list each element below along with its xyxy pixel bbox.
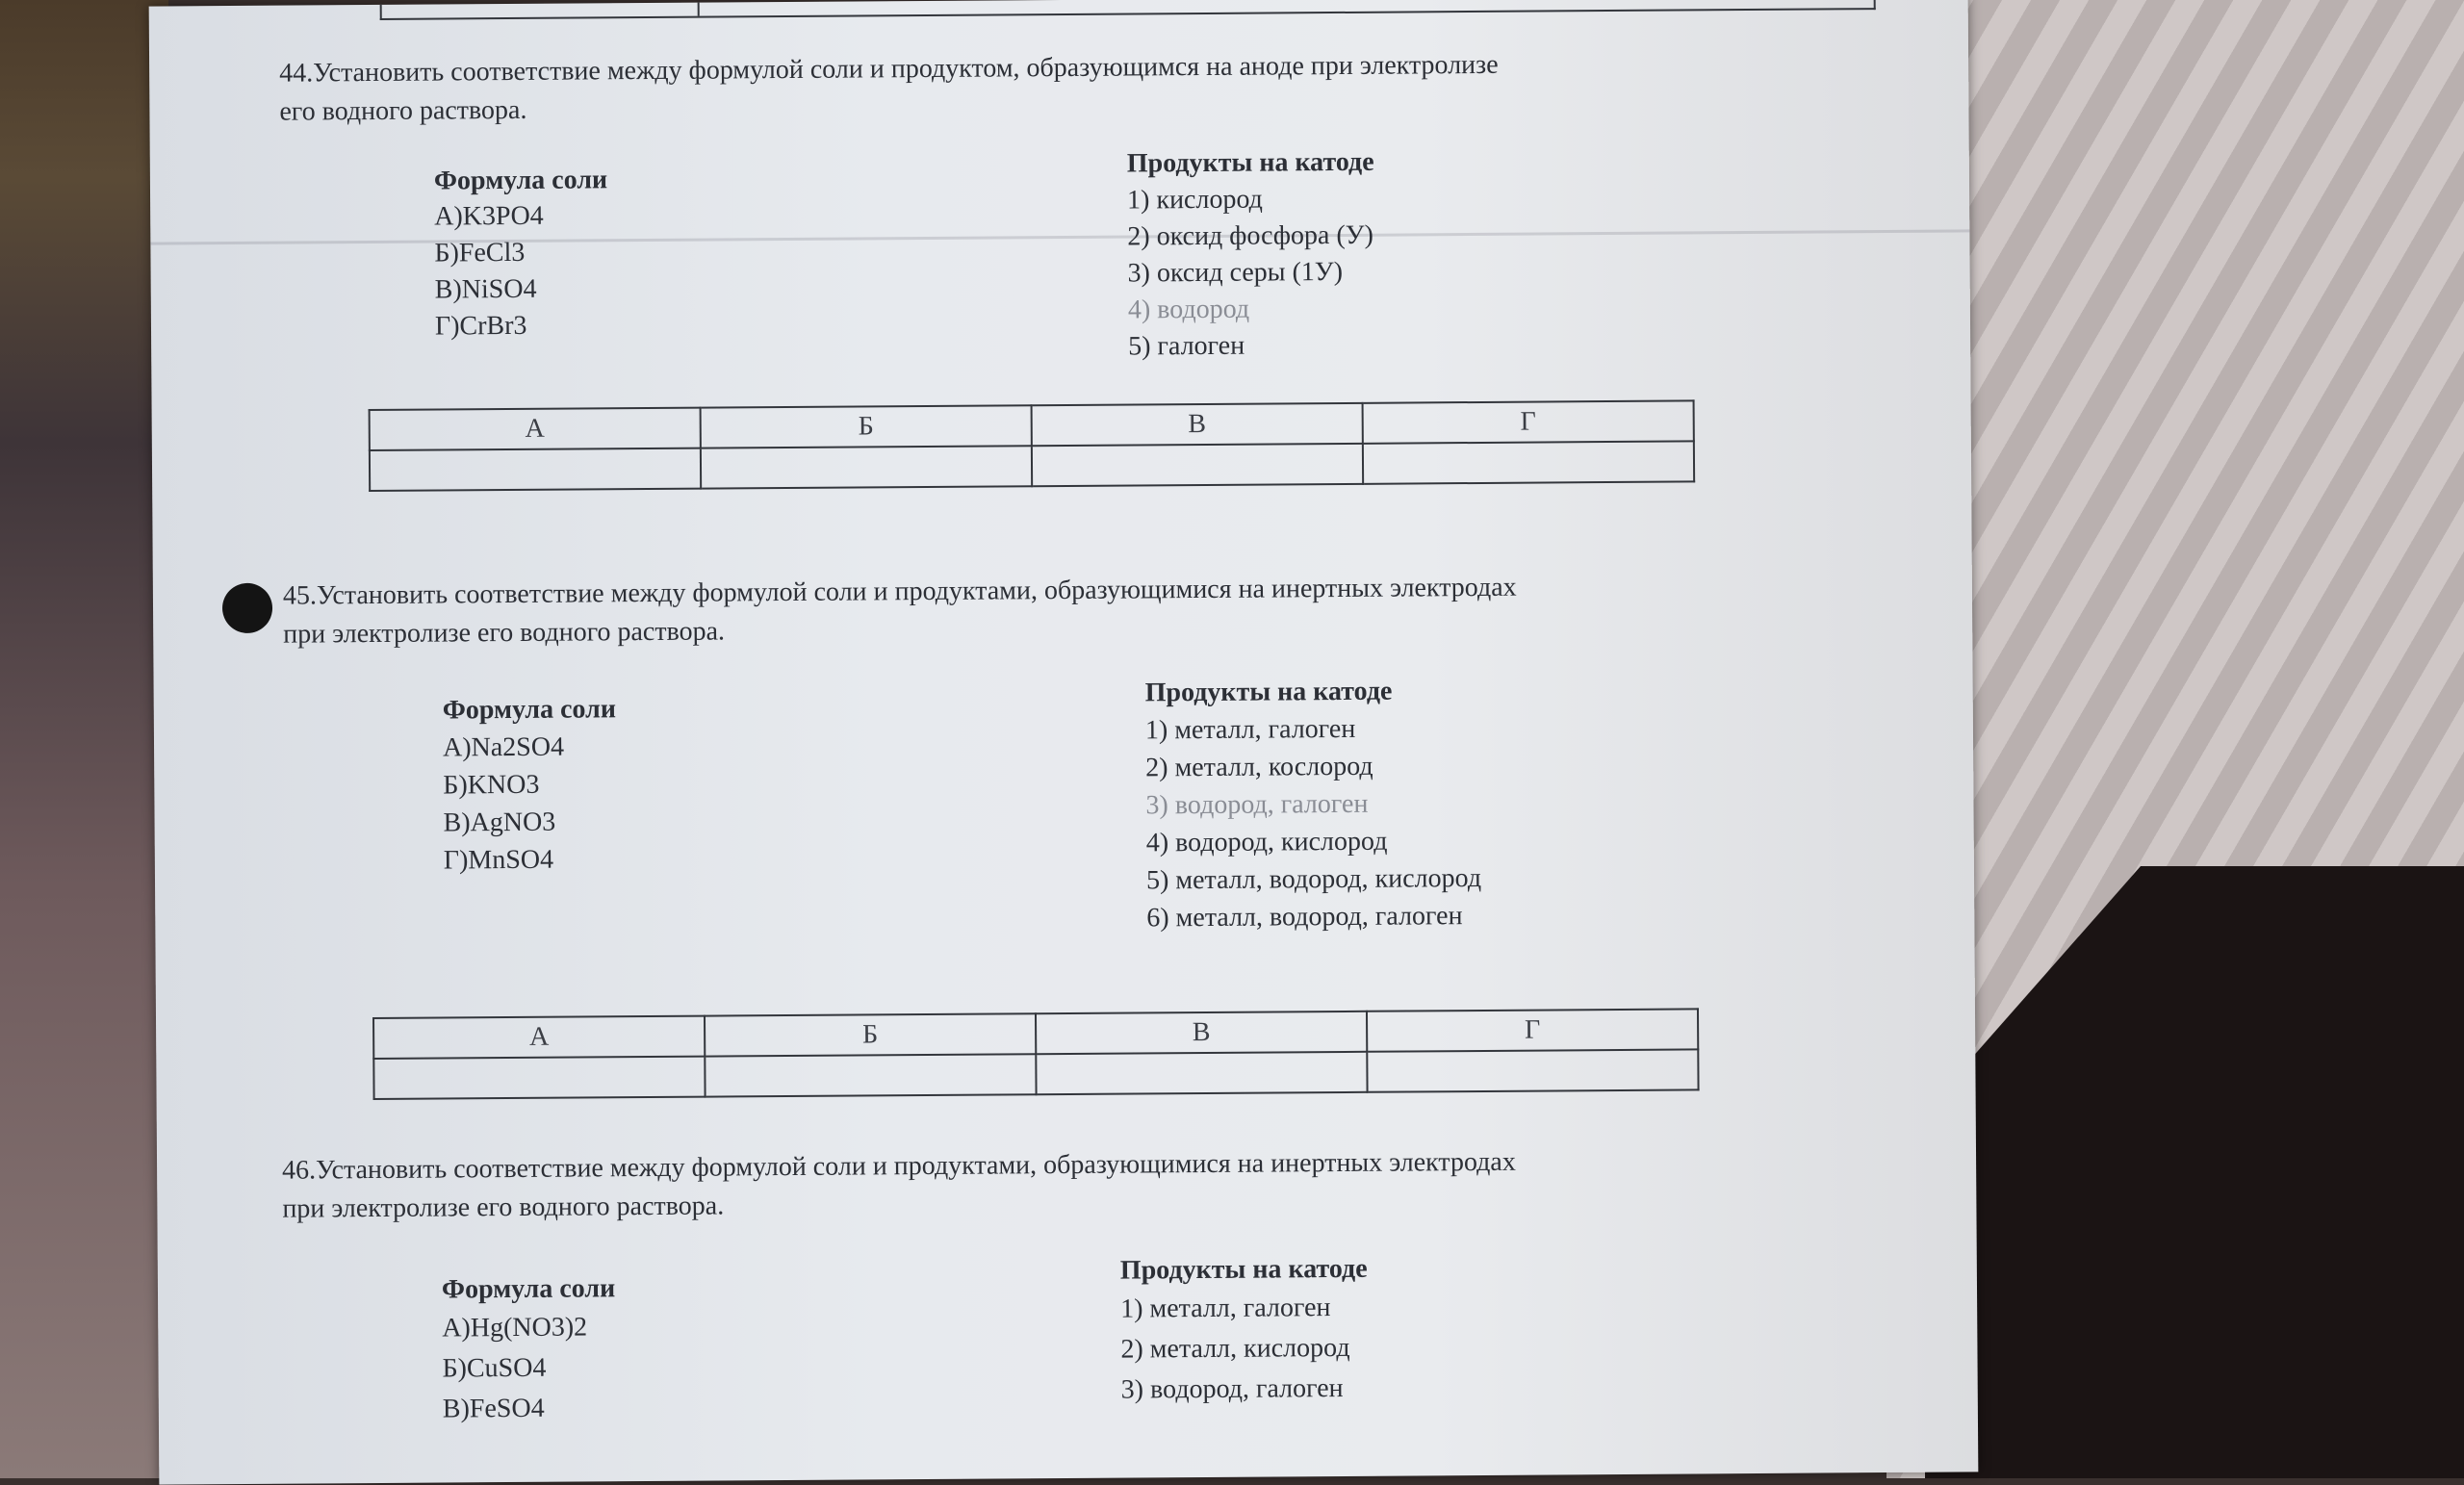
q44-left-item: В)NiSO4 [434, 273, 537, 305]
q45-header-b: Б [705, 1013, 1036, 1056]
previous-table-divider [698, 3, 700, 16]
q46-left-item: В)FeSO4 [442, 1393, 545, 1424]
q45-right-item: 3) водород, галоген [1145, 788, 1369, 821]
q44-answer-cell-v[interactable] [1032, 444, 1363, 486]
q45-left-item: В)AgNO3 [443, 807, 556, 838]
q46-left-item: Б)CuSO4 [442, 1352, 547, 1384]
q44-answer-table [369, 399, 1696, 492]
worksheet-paper [149, 0, 1979, 1485]
q45-left-item: Г)MnSO4 [443, 844, 554, 876]
q46-left-header: Формула соли [441, 1273, 616, 1305]
q46-title-line1: 46.Установить соответствие между формулой соли и продуктами, образующимися на инертных электродах [282, 1146, 1516, 1186]
q44-right-item: 2) оксид фосфора (У) [1127, 219, 1374, 252]
q45-right-header: Продукты на катоде [1144, 676, 1393, 708]
q45-answer-cell-b[interactable] [705, 1054, 1036, 1096]
q46-right-item: 1) металл, галоген [1120, 1293, 1331, 1324]
q45-answer-cell-a[interactable] [373, 1057, 705, 1099]
q44-left-item: Г)CrBr3 [434, 310, 527, 342]
q44-header-g: Г [1363, 400, 1694, 443]
q45-header-v: В [1036, 1011, 1367, 1054]
q44-header-a: А [370, 408, 701, 450]
previous-table-fragment [380, 0, 1876, 20]
q44-left-item: Б)FeCl3 [434, 237, 526, 269]
q45-left-item: Б)KNO3 [443, 769, 540, 801]
q45-answer-cell-g[interactable] [1367, 1049, 1698, 1091]
q44-title-line2: его водного раствора. [279, 94, 527, 127]
q45-answer-cell-v[interactable] [1036, 1052, 1367, 1094]
q46-right-header: Продукты на катоде [1119, 1253, 1368, 1286]
q46-right-item: 2) металл, кислород [1120, 1332, 1350, 1365]
q45-answer-table [372, 1008, 1700, 1100]
q45-right-item: 4) водород, кислород [1145, 826, 1388, 858]
q44-right-header: Продукты на катоде [1126, 146, 1374, 179]
q46-left-item: А)Hg(NO3)2 [442, 1312, 588, 1344]
q45-right-item: 6) металл, водород, галоген [1146, 901, 1463, 934]
q44-right-item: 3) оксид серы (1У) [1127, 256, 1344, 289]
q45-header-g: Г [1367, 1009, 1698, 1051]
q44-title-line1: 44.Установить соответствие между формулой соли и продуктом, образующимся на аноде при электролизе [279, 49, 1499, 89]
q44-right-item: 1) кислород [1126, 184, 1263, 216]
q45-right-item: 2) металл, кослород [1145, 751, 1373, 783]
q44-left-header: Формула соли [433, 165, 608, 196]
q45-header-a: А [373, 1016, 705, 1059]
q44-answer-cell-g[interactable] [1363, 441, 1694, 483]
q44-header-v: В [1032, 403, 1363, 446]
q45-right-item: 5) металл, водород, кислород [1145, 862, 1482, 896]
q45-left-header: Формула соли [442, 694, 617, 726]
bullet-marker [222, 583, 272, 633]
q44-header-b: Б [701, 405, 1032, 448]
q44-answer-cell-a[interactable] [370, 448, 701, 491]
background-left [0, 0, 168, 1478]
q45-title-line1: 45.Установить соответствие между формулой соли и продуктами, образующимися на инертных электродах [282, 572, 1517, 611]
q44-right-item: 5) галоген [1128, 330, 1245, 362]
q44-answer-cell-b[interactable] [701, 446, 1032, 488]
q45-left-item: А)Na2SO4 [442, 731, 565, 763]
q44-left-item: А)K3PO4 [434, 200, 544, 232]
q46-right-item: 3) водород, галоген [1120, 1372, 1344, 1405]
q44-right-item: 4) водород [1127, 294, 1250, 325]
q45-title-line2: при электролизе его водного раствора. [283, 616, 726, 650]
paper-fold [150, 229, 1969, 244]
q45-right-item: 1) металл, галоген [1144, 713, 1356, 746]
q46-title-line2: при электролизе его водного раствора. [282, 1191, 725, 1224]
